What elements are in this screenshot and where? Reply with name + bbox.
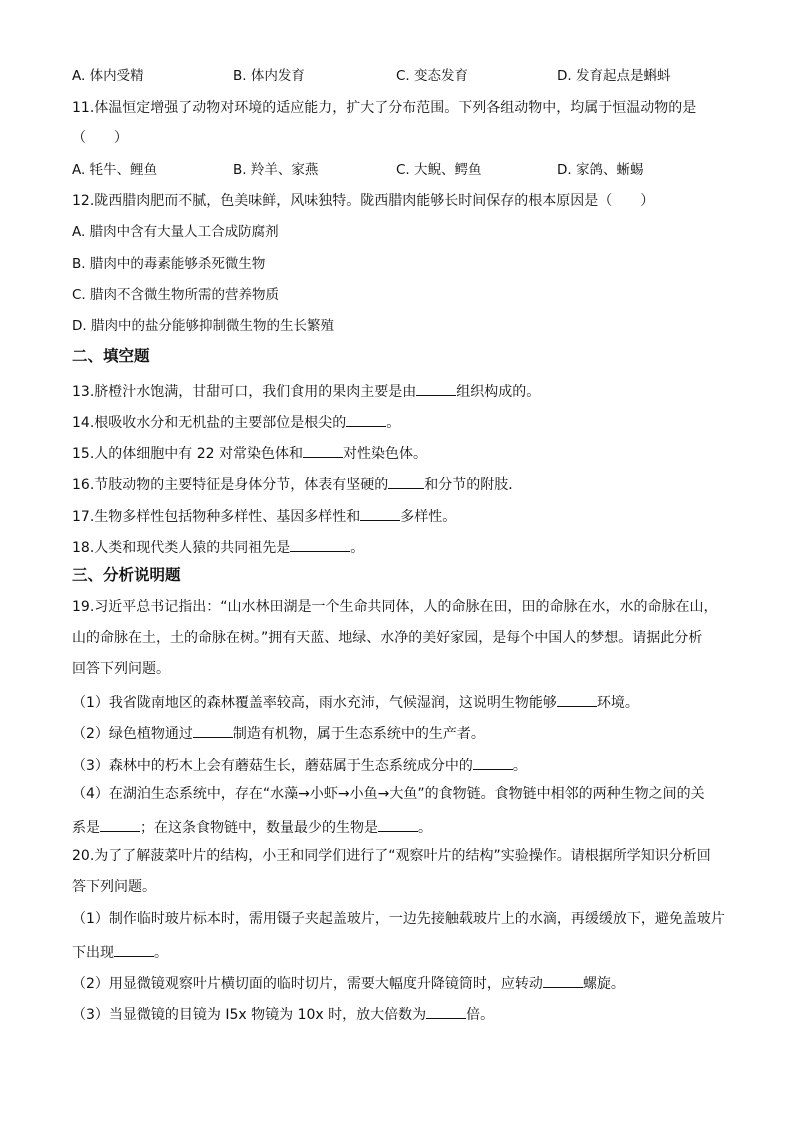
q11-option-c: C. 大鲵、鳄鱼 [396,162,482,178]
q12-option-a: A. 腊肉中含有大量人工合成防腐剂 [72,224,279,240]
q15 [72,441,427,464]
q12-stem: 12.陇西腊肉肥而不腻，色美味鲜，风味独特。陇西腊肉能够长时间保存的根本原因是（ ） [72,193,655,209]
q15-text-pre: 15.人的体细胞中有 22 对常染色体和 [72,446,303,462]
q20-sub2 [72,971,625,994]
q15-text-post: 对性染色体。 [342,446,427,462]
q16-answer-blank[interactable] [388,472,424,489]
q19-sub1-post: 环境。 [596,695,639,711]
q13-answer-blank[interactable] [416,379,456,396]
q20-sub1-line1: （1）制作临时玻片标本时，需用镊子夹起盖玻片，一边先接触载玻片上的水滴，再缓缓放下，避免盖玻片 [72,911,725,927]
q20-stem-line1: 20.为了了解菠菜叶片的结构，小王和同学们进行了“观察叶片的结构”实验操作。请根据所学知识分析回 [72,848,711,864]
q11-stem: 11.体温恒定增强了动物对环境的适应能力，扩大了分布范围。下列各组动物中，均属于恒温动物的是 [72,100,697,116]
q20-sub2-post: 螺旋。 [582,976,625,992]
q19-sub4-mid: ；在这条食物链中，数量最少的生物是 [140,820,378,836]
q19-sub4-post: 。 [418,820,432,836]
q11-answer-paren: （ ） [72,130,128,146]
q11-option-b: B. 羚羊、家燕 [233,162,319,178]
q16-text-post: 和分节的附肢． [424,477,523,493]
q20-sub3-blank[interactable] [426,1002,466,1019]
q20-sub1-post: 。 [154,945,168,961]
q19-sub4-blank1[interactable] [100,815,140,832]
q17 [72,504,456,527]
q14-answer-blank[interactable] [346,410,386,427]
q11-option-d: D. 家鸽、蜥蜴 [557,162,644,178]
q19-sub1 [72,690,639,713]
q20-sub1-blank[interactable] [114,940,154,957]
q19-sub3-blank[interactable] [473,753,513,770]
q20-sub2-blank[interactable] [543,971,583,988]
q13-text-post: 组织构成的。 [456,384,541,400]
q10-option-c: C. 变态发育 [396,68,469,84]
q19-sub4-pre: 系是 [72,820,100,836]
q19-sub1-blank[interactable] [557,690,597,707]
q20-stem-line2: 答下列问题。 [72,879,156,895]
q14-text-post: 。 [386,415,401,431]
q19-sub3-pre: （3）森林中的朽木上会有蘑菇生长，蘑菇属于生态系统成分中的 [72,758,473,774]
q19-sub2-pre: （2）绿色植物通过 [72,726,193,742]
q12-option-b: B. 腊肉中的毒素能够杀死微生物 [72,256,266,272]
q17-answer-blank[interactable] [360,504,400,521]
q14 [72,410,400,433]
q19-stem-line2: 山的命脉在土，土的命脉在树。”拥有天蓝、地绿、水净的美好家园，是每个中国人的梦想。请据此分析 [72,630,703,646]
q12-option-c: C. 腊肉不含微生物所需的营养物质 [72,287,280,303]
q19-sub4-line2 [72,815,432,838]
q19-sub3 [72,753,527,776]
q19-sub4-blank2[interactable] [378,815,418,832]
q19-sub4-line1: （4）在湖泊生态系统中，存在“水藻→小虾→小鱼→大鱼”的食物链。食物链中相邻的两种生物之间的关 [72,786,705,802]
q20-sub2-pre: （2）用显微镜观察叶片横切面的临时切片，需要大幅度升降镜筒时，应转动 [72,976,543,992]
q13 [72,379,540,402]
section-fill-in-title: 二、填空题 [72,347,150,365]
q13-text-pre: 13.脐橙汁水饱满，甘甜可口，我们食用的果肉主要是由 [72,384,417,400]
q19-sub1-pre: （1）我省陇南地区的森林覆盖率较高，雨水充沛，气候湿润，这说明生物能够 [72,695,557,711]
q18-text-pre: 18.人类和现代类人猿的共同祖先是 [72,540,291,556]
q20-sub1-line2 [72,940,168,963]
q20-sub1-pre: 下出现 [72,945,114,961]
q10-option-b: B. 体内发育 [233,68,305,84]
q18-text-post: 。 [350,540,365,556]
q19-sub2-blank[interactable] [193,721,233,738]
section-analysis-title: 三、分析说明题 [72,566,181,584]
q18 [72,535,364,558]
q19-sub2 [72,721,485,744]
q17-text-post: 多样性。 [400,509,457,525]
q16 [72,472,522,495]
q10-option-a: A. 体内受精 [72,68,144,84]
q18-answer-blank[interactable] [290,535,350,552]
q20-sub3 [72,1002,494,1025]
q14-text-pre: 14.根吸收水分和无机盐的主要部位是根尖的 [72,415,347,431]
q20-sub3-pre: （3）当显微镜的目镜为 I5x 物镜为 10x 时，放大倍数为 [72,1007,427,1023]
q12-option-d: D. 腊肉中的盐分能够抑制微生物的生长繁殖 [72,318,334,334]
q11-option-a: A. 牦牛、鲤鱼 [72,162,158,178]
q10-option-d: D. 发育起点是蝌蚪 [557,68,671,84]
q19-stem-line3: 回答下列问题。 [72,661,170,677]
q16-text-pre: 16.节肢动物的主要特征是身体分节，体表有坚硬的 [72,477,389,493]
q19-sub3-post: 。 [512,758,527,774]
q20-sub3-post: 倍。 [466,1007,495,1023]
q19-sub2-post: 制造有机物，属于生态系统中的生产者。 [232,726,485,742]
q19-stem-line1: 19.习近平总书记指出：“山水林田湖是一个生命共同体，人的命脉在田，田的命脉在水，水的命脉在山， [72,599,718,615]
q17-text-pre: 17.生物多样性包括物种多样性、基因多样性和 [72,509,361,525]
q15-answer-blank[interactable] [303,441,343,458]
